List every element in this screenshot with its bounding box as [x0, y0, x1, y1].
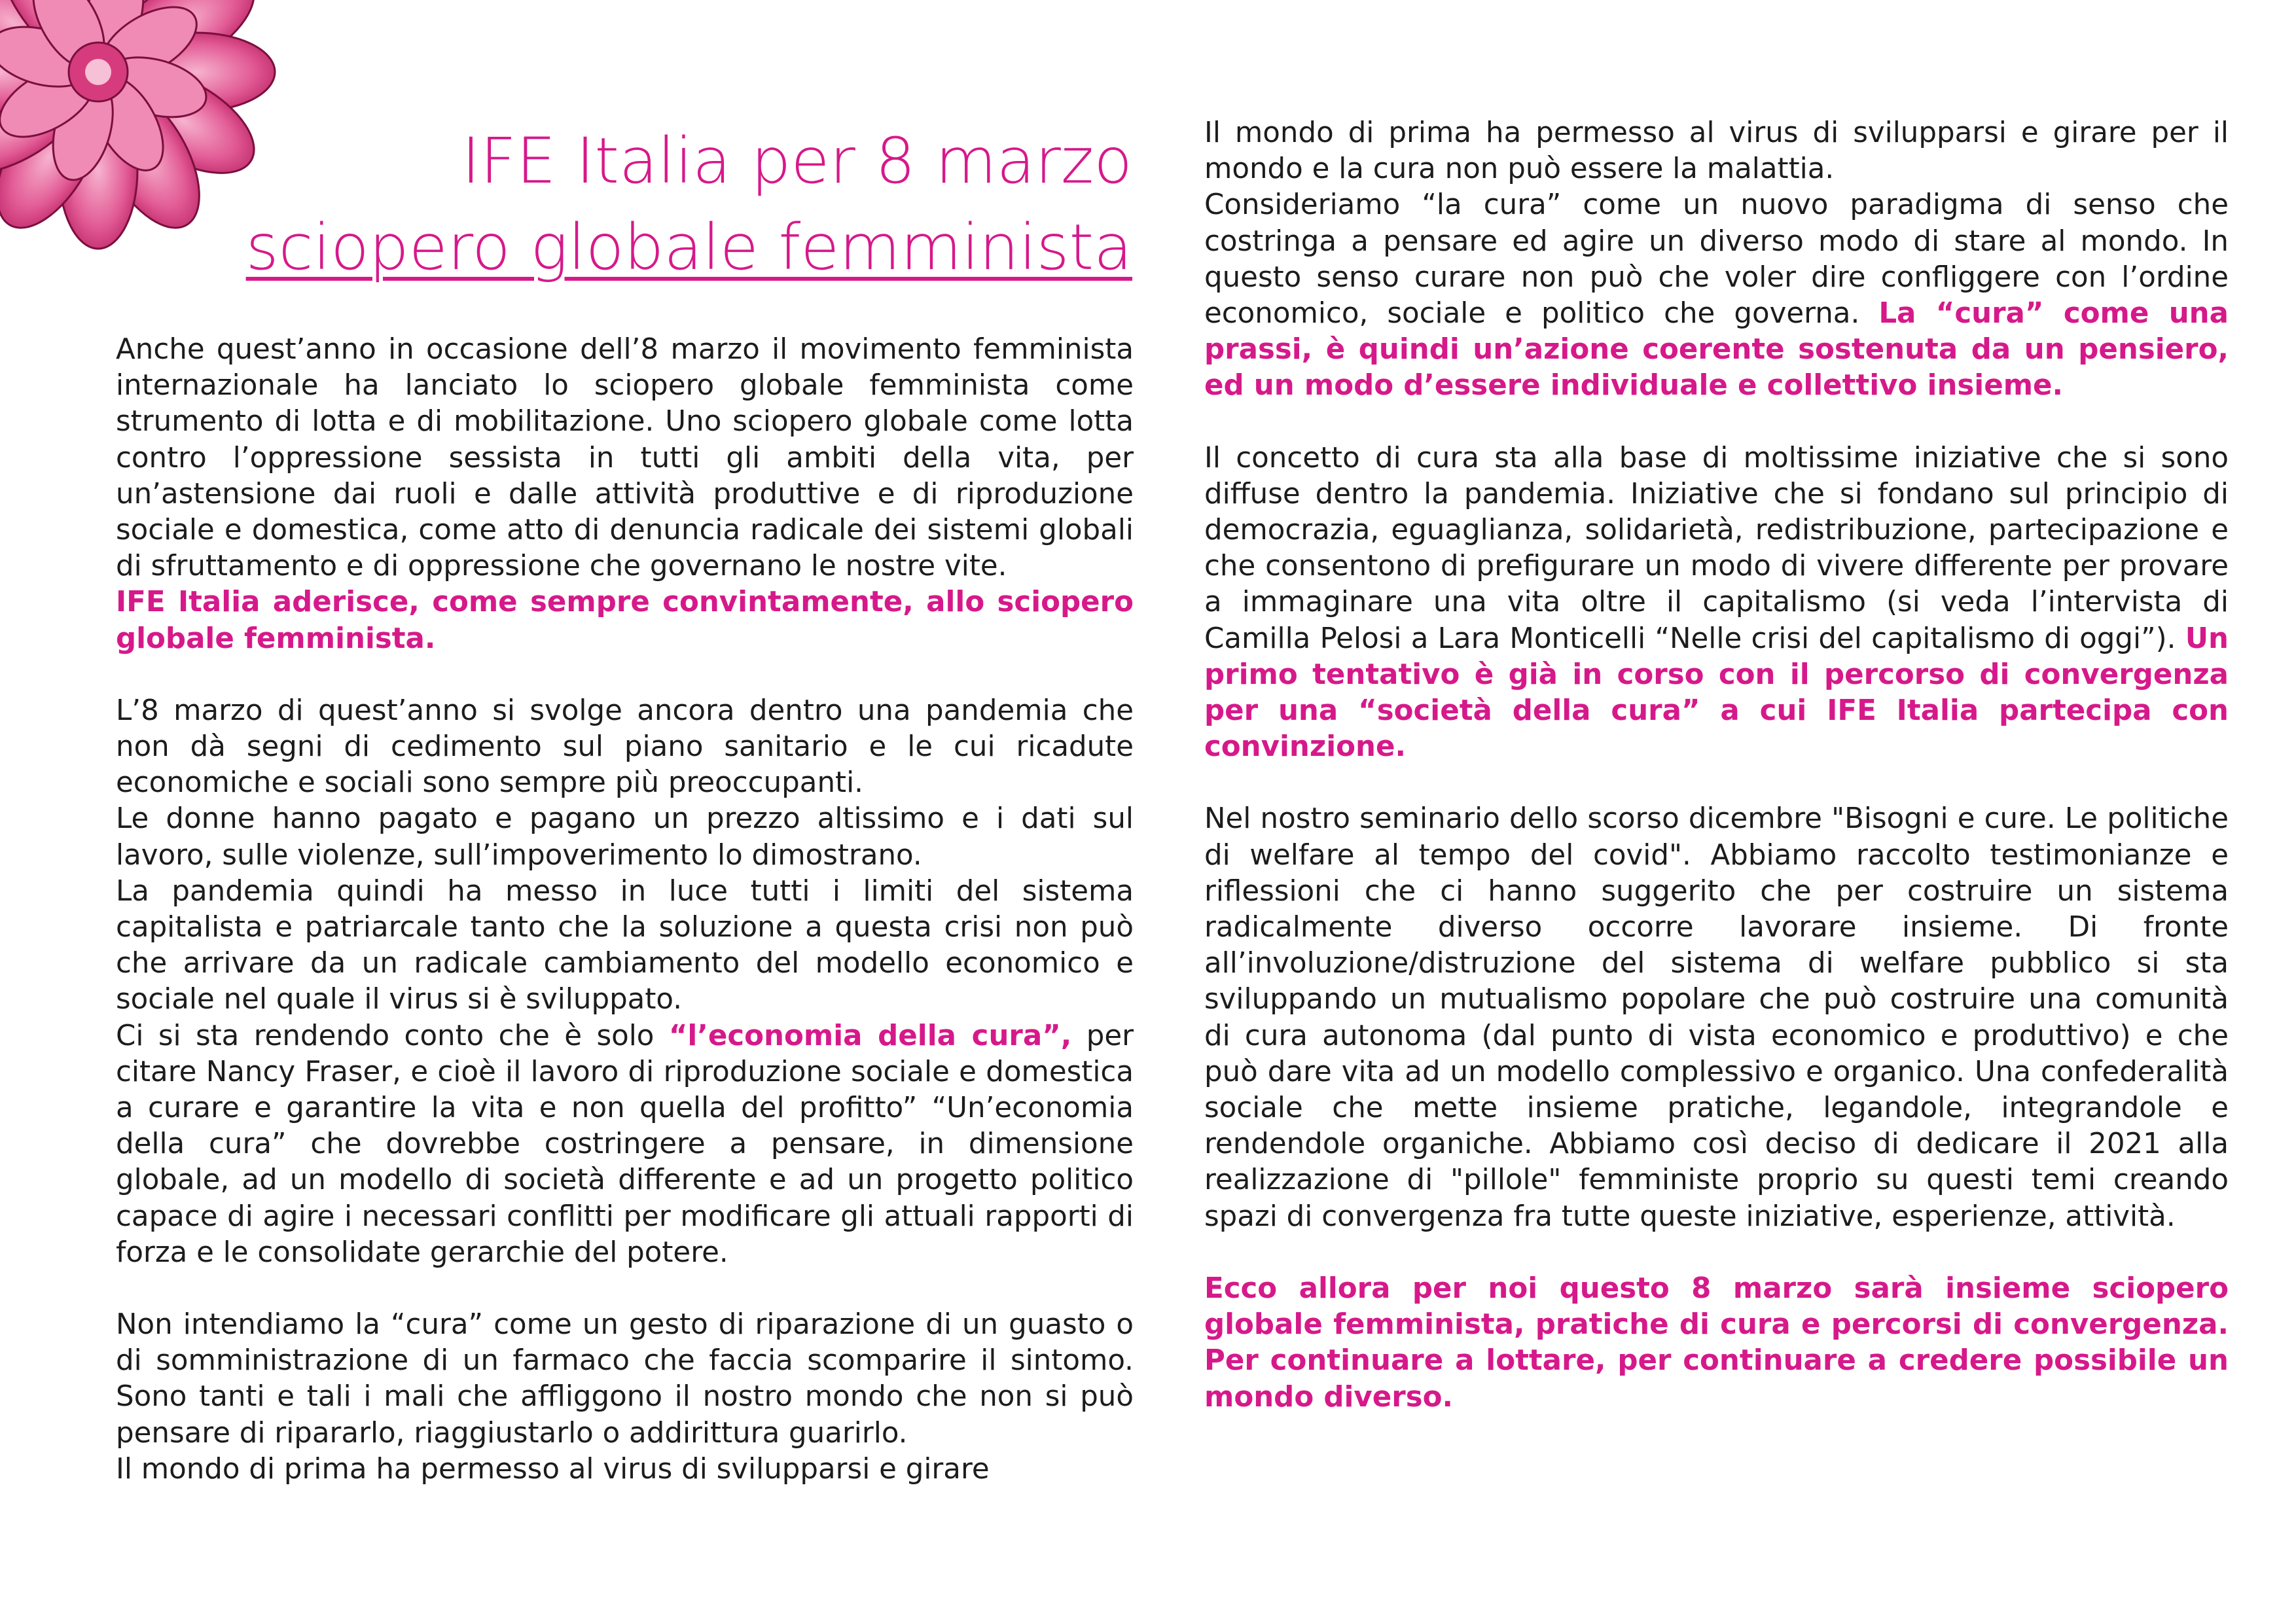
- right-paragraph-3-highlight: Un primo tentativo è già in corso con il percorso di convergenza per una “società della cura” a cui IFE Italia partecipa con convinzione.: [1204, 622, 2229, 764]
- right-paragraph-3: [1204, 440, 2229, 766]
- left-paragraph-6-b: per citare Nancy Fraser, e cioè il lavoro di riproduzione sociale e domestica a curare e garantire la vita e non quella del profitto” “Un’economia della cura” che dovrebbe costringere a pensare, in dimensione globale, ad un modello di società differente e ad un progetto politico capace di agire i necessari conflitti per modificare gli attuali rapporti di forza e le consolidate gerarchie del potere.: [116, 1019, 1134, 1269]
- left-paragraph-8-cut: Il mondo di prima ha permesso al virus di svilupparsi e girare: [116, 1452, 990, 1486]
- title-line-2: sciopero globale femminista: [245, 211, 1132, 284]
- right-paragraph-3-a: Il concetto di cura sta alla base di moltissime iniziative che si sono diffuse dentro la pandemia. Iniziative che si fondano sul principio di democrazia, eguaglianza, solidarietà, redistribuzione, partecipazione e che consentono di prefigurare un modo di vivere differente per provare a immaginare una vita oltre il capitalismo (si veda l’intervista di Camilla Pelosi a Lara Monticelli “Nelle crisi del capitalismo di oggi”).: [1204, 441, 2229, 655]
- left-paragraph-1: Anche quest’anno in occasione dell’8 marzo il movimento femminista internazionale ha lanciato lo sciopero globale femminista come strumento di lotta e di mobilitazione. Uno sciopero globale come lotta contro l’oppressione sessista in tutti gli ambiti della vita, per un’astensione dai ruoli e dalle attività produttive e di riproduzione sociale e domestica, come atto di denuncia radicale dei sistemi globali di sfruttamento e di oppressione che governano le nostre vite.: [116, 333, 1134, 583]
- right-paragraph-2: [1204, 187, 2229, 404]
- right-paragraph-5-highlight: Ecco allora per noi questo 8 marzo sarà insieme sciopero globale femminista, pratiche di cura e percorsi di convergenza. Per continuare a lottare, per continuare a credere possibile un mondo diverso.: [1204, 1272, 2229, 1414]
- left-paragraph-6: [116, 1018, 1134, 1271]
- left-paragraph-6-highlight: “l’economia della cura”,: [668, 1019, 1072, 1052]
- left-paragraph-4: Le donne hanno pagato e pagano un prezzo altissimo e i dati sul lavoro, sulle violenze, sull’impoverimento lo dimostrano.: [116, 802, 1134, 872]
- right-paragraph-1: Il mondo di prima ha permesso al virus di svilupparsi e girare per il mondo e la cura non può essere la malattia.: [1204, 116, 2229, 186]
- page-title: [111, 118, 1132, 291]
- left-paragraph-3: L’8 marzo di quest’anno si svolge ancora dentro una pandemia che non dà segni di cedimento sul piano sanitario e le cui ricadute economiche e sociali sono sempre più preoccupanti.: [116, 694, 1134, 800]
- right-paragraph-2-highlight: La “cura” come una prassi, è quindi un’azione coerente sostenuta da un pensiero, ed un modo d’essere individuale e collettivo insieme.: [1204, 297, 2229, 402]
- left-paragraph-5: La pandemia quindi ha messo in luce tutti i limiti del sistema capitalista e patriarcale tanto che la soluzione a questa crisi non può che arrivare da un radicale cambiamento del modello economico e sociale nel quale il virus si è sviluppato.: [116, 874, 1134, 1016]
- left-paragraph-2-highlight: IFE Italia aderisce, come sempre convintamente, allo sciopero globale femminista.: [116, 586, 1134, 655]
- title-line-1: IFE Italia per 8 marzo: [461, 124, 1132, 198]
- left-paragraph-6-a: Ci si sta rendendo conto che è solo: [116, 1019, 669, 1052]
- left-column: [116, 332, 1134, 1574]
- right-paragraph-4: Nel nostro seminario dello scorso dicembre "Bisogni e cure. Le politiche di welfare al tempo del covid". Abbiamo raccolto testimonianze e riflessioni che ci hanno suggerito che per costruire un sistema radicalmente diverso occorre lavorare insieme. Di fronte all’involuzione/distruzione del sistema di welfare pubblico si sta sviluppando un mutualismo popolare che può costruire una comunità di cura autonoma (dal punto di vista economico e produttivo) e che può dare vita ad un modello complessivo e organico. Una confederalità sociale che mette insieme pratiche, legandole, integrandole e rendendole organiche. Abbiamo così deciso di dedicare il 2021 alla realizzazione di "pillole" femministe proprio su questi temi creando spazi di convergenza fra tutte queste iniziative, esperienze, attività.: [1204, 802, 2229, 1233]
- left-paragraph-7: Non intendiamo la “cura” come un gesto di riparazione di un guasto o di somministrazione di un farmaco che faccia scomparire il sintomo. Sono tanti e tali i mali che affliggono il nostro mondo che non si può pensare di ripararlo, riaggiustarlo o addirittura guarirlo.: [116, 1308, 1134, 1450]
- right-column: [1204, 115, 2229, 1416]
- right-paragraph-2-a: Consideriamo “la cura” come un nuovo paradigma di senso che costringa a pensare ed agire un diverso modo di stare al mondo. In questo senso curare non può che voler dire confliggere con l’ordine economico, sociale e politico che governa.: [1204, 188, 2229, 330]
